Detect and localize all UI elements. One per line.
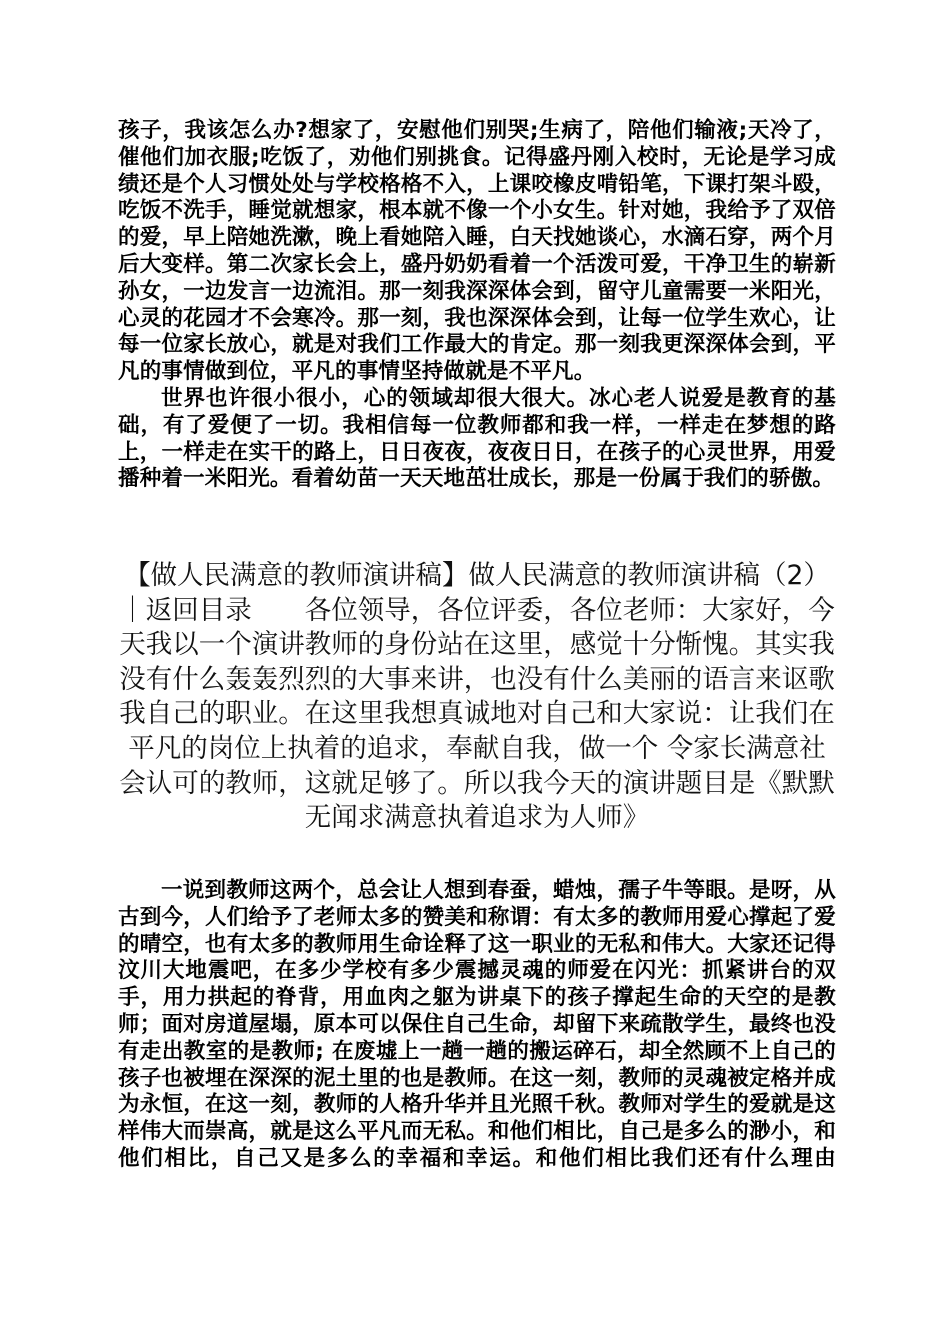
paragraph-teacher-praise: 一说到教师这两个，总会让人想到春蚕，蜡烛，孺子牛等眼。是呀，从古到今，人们给予了老师太多的赞美和称谓：有太多的教师用爱心撑起了爱的晴空，也有太多的教师用生命诠释了这一职业的无私和伟大。大家还记得 汶川大地震吧，在多少学校有多少震撼灵魂的师爱在闪光：抓紧讲台的双手，用力拱起的脊背，用血肉之躯为讲桌下的孩子撑起生命的天空的是教师；面对房道屋塌，原本可以保住自己生命，却留下来疏散学生，最终也没有走出教室的是教师; 在废墟上一趟一趟的搬运碎石，却全然顾不上自己的孩子也被埋在深深的泥土里的也是教师。在这一刻，教师的灵魂被定格并成为永恒，在这一刻，教师的人格升华并且光照千秋。教师对学生的爱就是这样伟大而崇高，就是这么平凡而无私。和他们相比，自己是多么的渺小，和他们相比，自己又是多么的幸福和幸运。和他们相比我们还有什么理由	[118, 878, 836, 1171]
paragraph-left-behind-children: 孩子，我该怎么办?想家了，安慰他们别哭;生病了，陪他们输液;天冷了，催他们加衣服;吃饭了，劝他们别挑食。记得盛丹刚入校时，无论是学习成绩还是个人习惯处处与学校格格不入，上课咬橡皮啃铅笔，下课打架斗殴，吃饭不洗手，睡觉就想家，根本就不像一个小女生。针对她，我给予了双倍的爱，早上陪她洗漱，晚上看她陪入睡，白天找她谈心，水滴石穿，两个月后大变样。第二次家长会上，盛丹奶奶看着一个活泼可爱，干净卫生的崭新孙女，一边发言一边流泪。那一刻我深深体会到，留守儿童需要一米阳光，心灵的花园才不会寒冷。那一刻，我也深深体会到，让每一位学生欢心，让每一位家长放心，就是对我们工作最大的肯定。那一刻我更深深体会到，平凡的事情做到位，平凡的事情坚持做就是不平凡。	[118, 118, 836, 385]
paragraph-one-meter-sunshine: 世界也许很小很小，心的领域却很大很大。冰心老人说爱是教育的基础，有了爱便了一切。我相信每一位教师都和我一样，一样走在梦想的路上，一样走在实干的路上，日日夜夜，夜夜日日，在孩子的心灵世界，用爱播种着一米阳光。看着幼苗一天天地茁壮成长，那是一份属于我们的骄傲。	[118, 385, 836, 492]
speech-title-paragraph: 【做人民满意的教师演讲稿】做人民满意的教师演讲稿（2）｜返回目录 各位领导，各位评委，各位老师：大家好，今天我以一个演讲教师的身份站在这里，感觉十分惭愧。其实我没有什么轰轰烈烈的大事来讲，也没有什么美丽的语言来讴歌我自己的职业。在这里我想真诚地对自己和大家说：让我们在平凡的岗位上执着的追求，奉献自我，做一个 令家长满意社会认可的教师，这就足够了。所以我今天的演讲题目是《默默无闻求满意执着追求为人师》	[119, 560, 835, 834]
bold-text-block-top	[118, 118, 836, 493]
bold-text-block-bottom	[118, 878, 836, 1173]
